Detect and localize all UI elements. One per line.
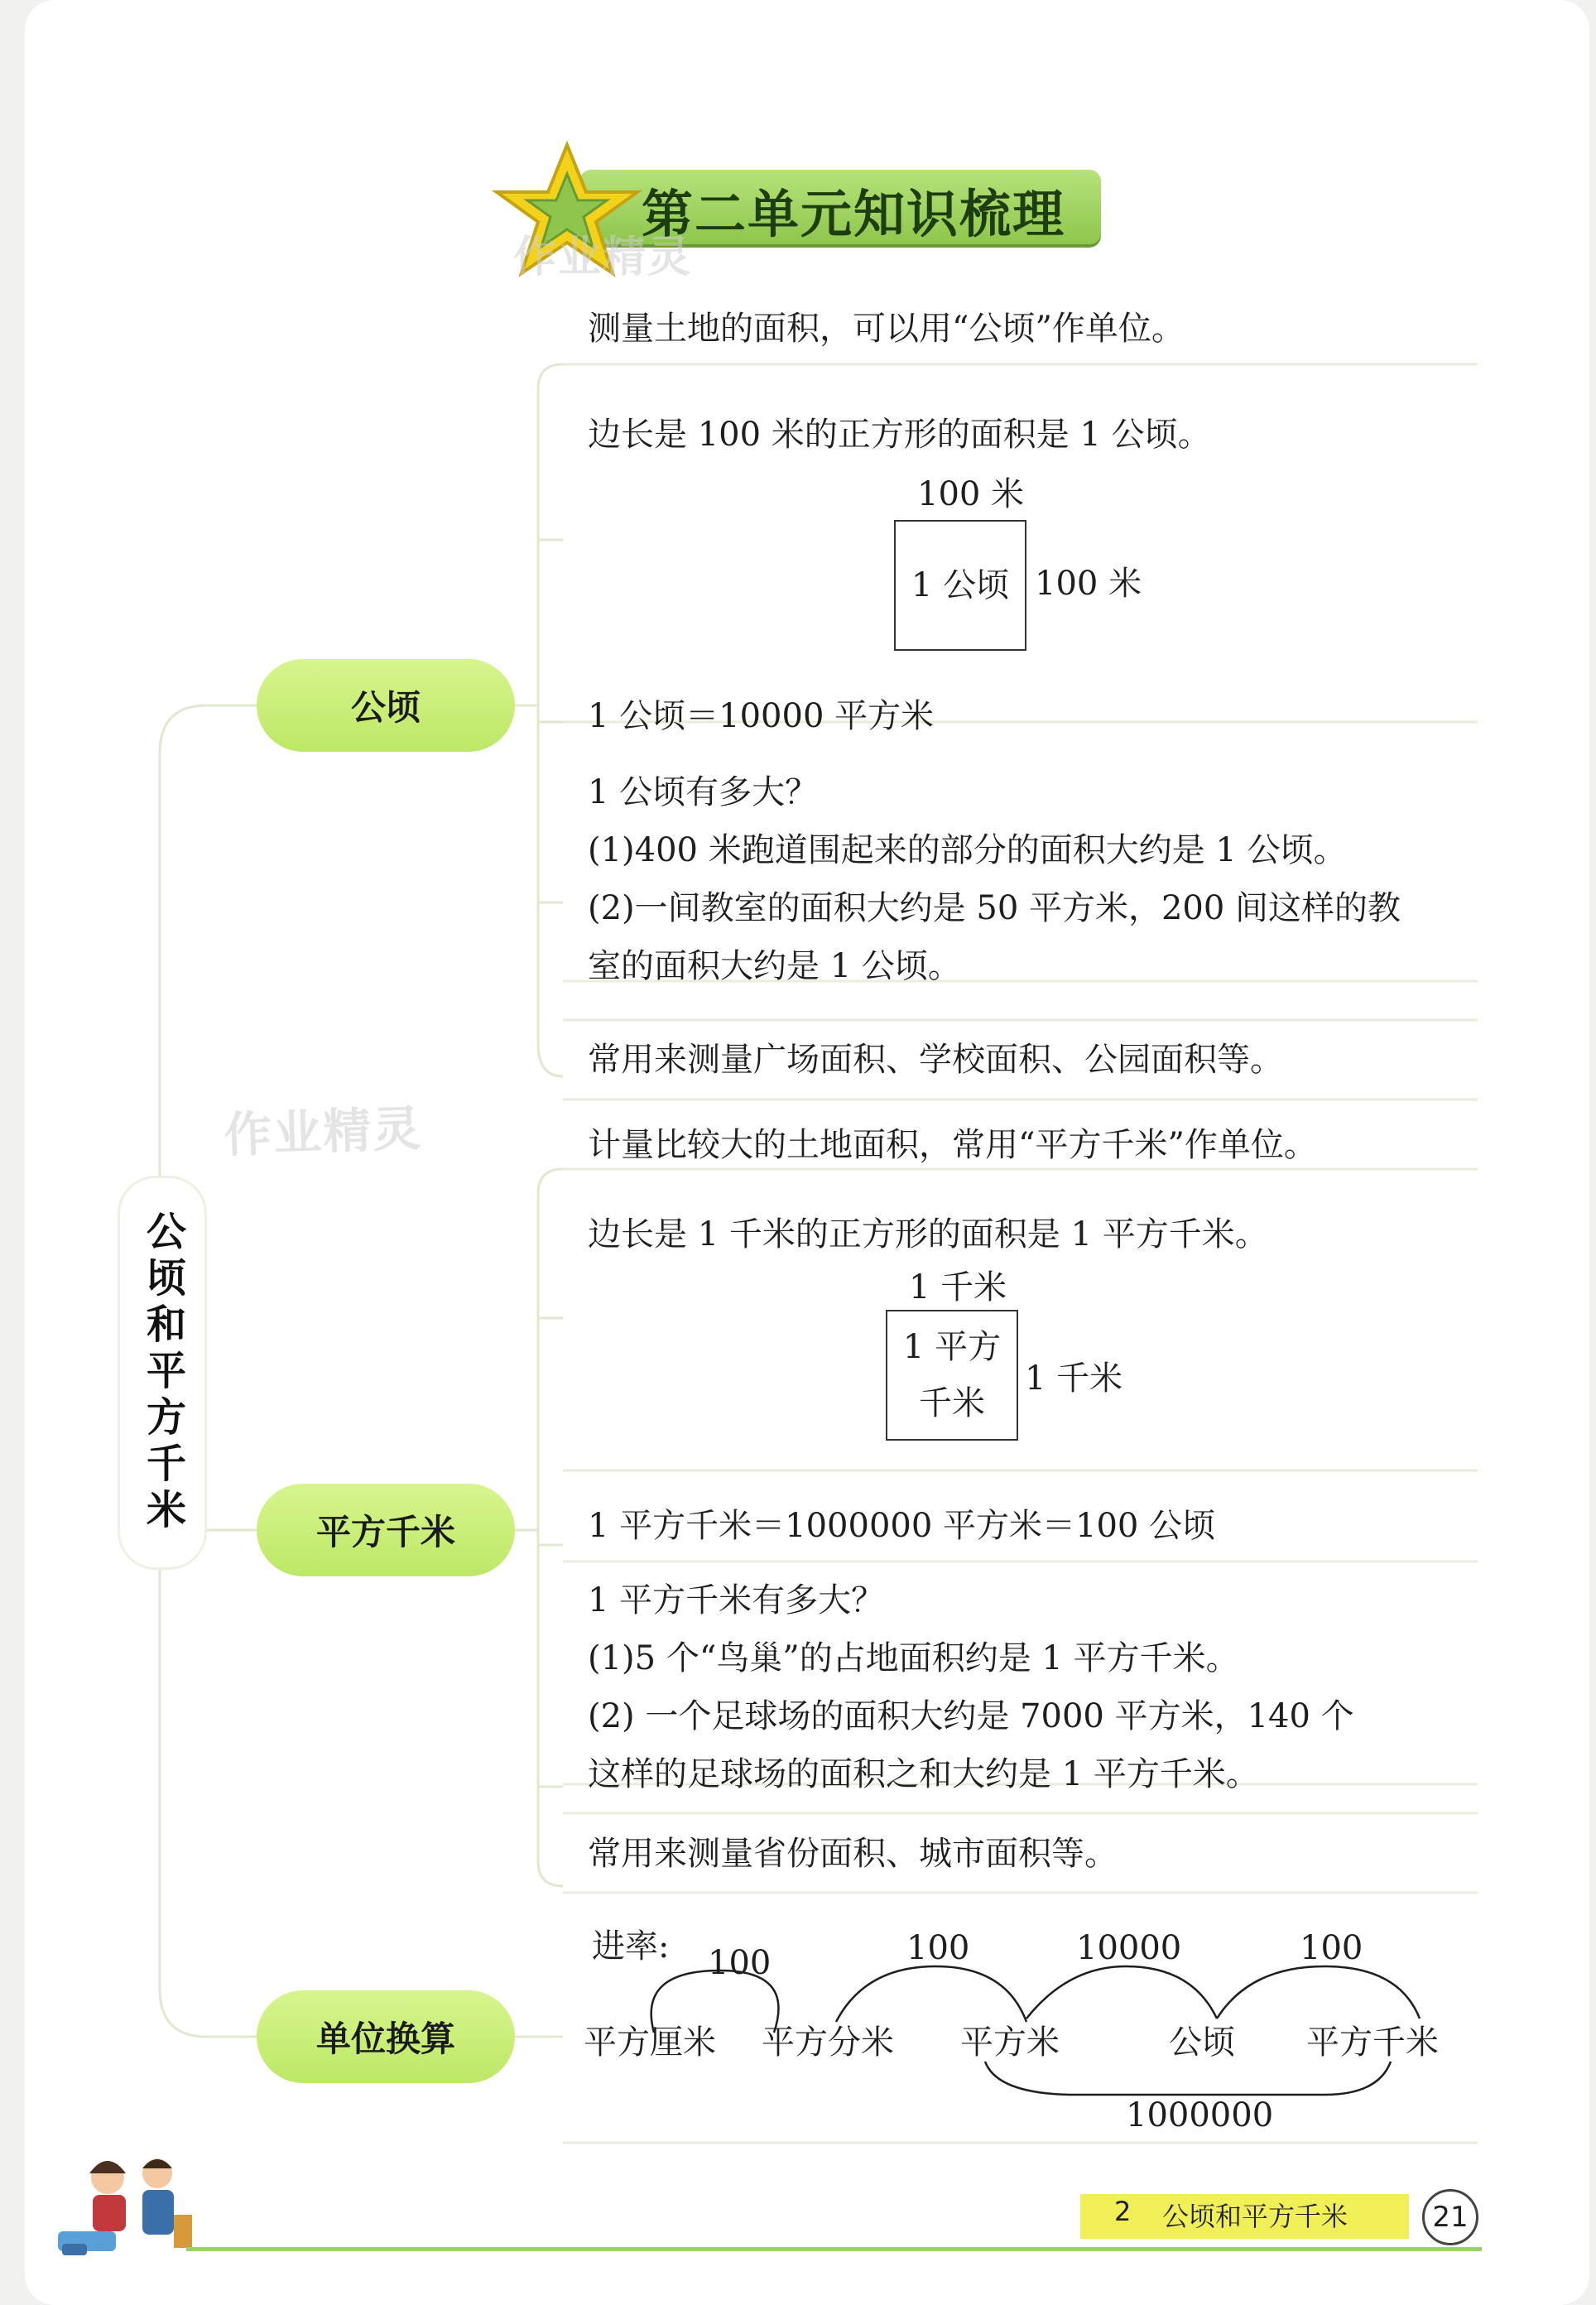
rate-value: 10000	[1076, 1929, 1182, 1967]
footer-chapter-number: 2	[1114, 2196, 1132, 2227]
sqkm-item-3: 1 平方千米＝1000000 平方米＝100 公顷	[588, 1507, 1216, 1545]
sqkm-diagram-top: 1 千米	[909, 1268, 1007, 1306]
hectare-item-4-line-3: 室的面积大约是 1 公顷。	[588, 947, 961, 985]
watermark: 作业精灵	[223, 1100, 424, 1164]
hectare-item-3: 1 公顷＝10000 平方米	[588, 697, 935, 735]
watermark: 作业精灵	[513, 233, 693, 282]
hectare-square	[894, 520, 1026, 651]
sqkm-item-4-title: 1 平方千米有多大？	[588, 1581, 885, 1619]
sqkm-item-4-line-1: (1)5 个“鸟巢”的占地面积约是 1 平方千米。	[588, 1639, 1239, 1677]
sqkm-diagram-right: 1 千米	[1025, 1359, 1123, 1398]
hectare-diagram-top: 100 米	[917, 475, 1025, 513]
footer-line	[186, 2247, 1482, 2251]
sqkm-square-label-2: 千米	[919, 1384, 985, 1422]
branch-sqkm: 平方千米	[257, 1484, 515, 1576]
hectare-item-2: 边长是 100 米的正方形的面积是 1 公顷。	[588, 416, 1211, 454]
sqkm-item-2: 边长是 1 千米的正方形的面积是 1 平方千米。	[588, 1215, 1268, 1254]
root-topic	[118, 1176, 207, 1570]
sqkm-item-1: 计量比较大的土地面积，常用“平方千米”作单位。	[588, 1126, 1317, 1164]
hectare-square-label: 1 公顷	[911, 566, 1010, 604]
sqkm-square	[886, 1310, 1018, 1441]
rate-value: 100	[906, 1929, 970, 1967]
sqkm-item-4-line-2: (2) 一个足球场的面积大约是 7000 平方米，140 个	[588, 1697, 1354, 1735]
unit-label: 平方分米	[762, 2023, 894, 2062]
branch-hectare: 公顷	[257, 659, 515, 752]
unit-label: 平方米	[960, 2023, 1060, 2062]
page-number: 21	[1422, 2189, 1478, 2245]
unit-label: 平方厘米	[584, 2023, 716, 2062]
hectare-item-4-title: 1 公顷有多大？	[588, 773, 819, 811]
hectare-diagram-right: 100 米	[1035, 565, 1142, 603]
page-title: 第二单元知识梳理	[642, 184, 1066, 244]
reading-children-illustration	[50, 2140, 199, 2264]
footer-chapter-title: 公顷和平方千米	[1162, 2201, 1348, 2232]
hectare-item-4-line-1: (1)400 米跑道围起来的部分的面积大约是 1 公顷。	[588, 831, 1347, 869]
rate-value: 100	[1300, 1929, 1363, 1967]
sqkm-item-5: 常用来测量省份面积、城市面积等。	[588, 1835, 1118, 1873]
rate-label: 进率:	[592, 1927, 670, 1966]
rate-value: 100	[708, 1944, 772, 1982]
hectare-item-4-line-2: (2)一间教室的面积大约是 50 平方米，200 间这样的教	[588, 889, 1401, 927]
branch-conversion: 单位换算	[257, 1990, 515, 2083]
root-topic-label: 公顷和平方千米	[139, 1210, 186, 1535]
rate-value-bottom: 1000000	[1126, 2096, 1274, 2134]
hectare-item-5: 常用来测量广场面积、学校面积、公园面积等。	[588, 1041, 1283, 1079]
hectare-item-1: 测量土地的面积，可以用“公顷”作单位。	[588, 310, 1185, 348]
sqkm-square-label-1: 1 平方	[902, 1328, 1002, 1366]
unit-label: 平方千米	[1306, 2023, 1439, 2062]
sqkm-item-4-line-3: 这样的足球场的面积之和大约是 1 平方千米。	[588, 1755, 1259, 1793]
unit-label: 公顷	[1169, 2023, 1235, 2062]
